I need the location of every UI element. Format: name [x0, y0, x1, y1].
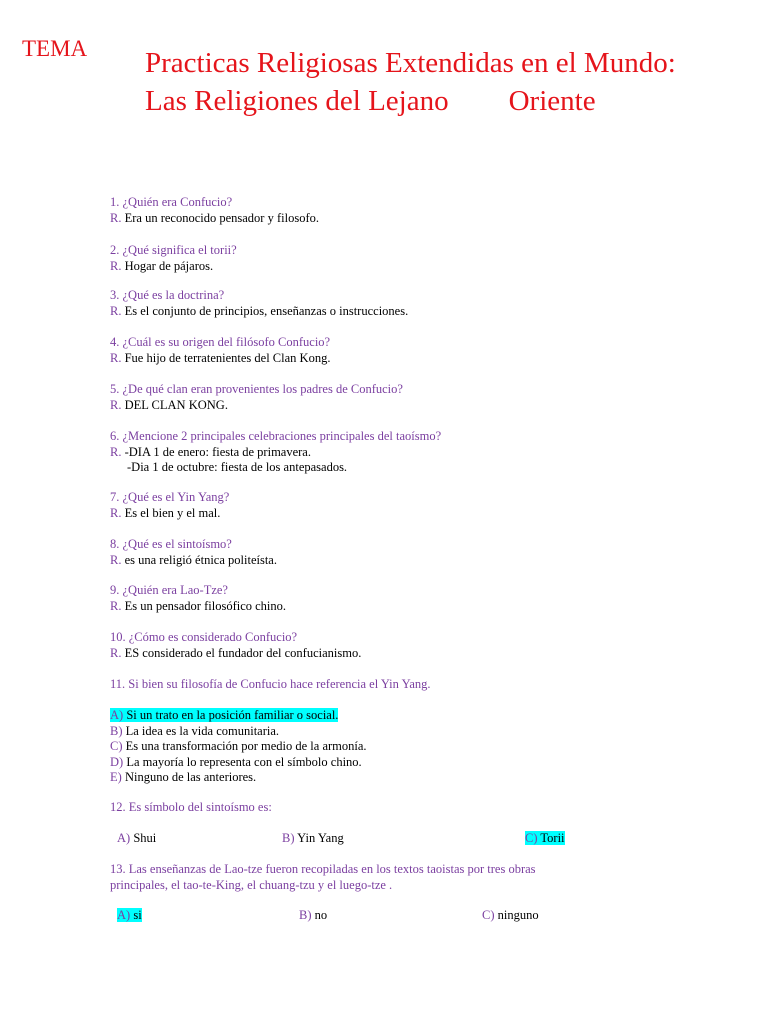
option-letter: D)	[110, 754, 124, 769]
q11-option-a	[110, 708, 338, 722]
option-text: La idea es la vida comunitaria.	[122, 723, 280, 738]
question-text-line-1: 13. Las enseñanzas de Lao-tze fueron recopiladas en los textos taoistas por tres obras	[110, 862, 536, 876]
q12-option-c	[525, 831, 565, 847]
question-block-3	[110, 288, 408, 319]
tema-label: TEMA	[22, 36, 88, 61]
answer-text: es una religió étnica politeísta.	[121, 552, 277, 567]
answer-text: ES considerado el fundador del confucianismo.	[121, 645, 362, 660]
answer-text: Es el conjunto de principios, enseñanzas o instrucciones.	[121, 303, 409, 318]
option-letter: B)	[282, 831, 295, 845]
question-text: 3. ¿Qué es la doctrina?	[110, 288, 225, 302]
question-block-9	[110, 583, 286, 614]
question-text: 2. ¿Qué significa el torii?	[110, 243, 237, 257]
option-text: Si un trato en la posición familiar o social.	[123, 708, 339, 722]
question-text: 4. ¿Cuál es su origen del filósofo Confucio?	[110, 335, 331, 349]
answer-text: DEL CLAN KONG.	[121, 397, 228, 412]
q11-option-b	[110, 724, 367, 740]
answer-marker: R.	[110, 397, 122, 412]
q13-option-c	[482, 908, 539, 924]
q12-option-a	[117, 831, 156, 847]
q11-option-d	[110, 755, 367, 771]
answer-text: Hogar de pájaros.	[121, 258, 214, 273]
option-text: La mayoría lo representa con el símbolo chino.	[123, 754, 362, 769]
question-block-5	[110, 382, 403, 413]
answer-marker: R.	[110, 258, 122, 273]
q11-options	[110, 708, 367, 786]
option-letter: A)	[110, 708, 124, 722]
q11-option-e	[110, 770, 367, 786]
question-block-7	[110, 490, 229, 521]
question-block-2	[110, 243, 237, 274]
answer-text: Es el bien y el mal.	[121, 505, 221, 520]
answer-marker: R.	[110, 505, 122, 520]
question-block-4	[110, 335, 330, 366]
option-text: Torii	[537, 831, 565, 845]
question-block-12	[110, 800, 272, 816]
option-letter: B)	[110, 723, 123, 738]
option-letter: C)	[110, 739, 123, 753]
answer-marker: R.	[110, 645, 122, 660]
title-line-1: Practicas Religiosas Extendidas en el Mundo:	[145, 47, 676, 79]
title-line-2a: Las Religiones del Lejano	[145, 85, 449, 117]
answer-marker: R.	[110, 303, 122, 318]
question-block-8	[110, 537, 277, 568]
option-letter: A)	[117, 908, 131, 922]
title-line-2b: Oriente	[508, 85, 596, 117]
answer-text-line-2: -Dia 1 de octubre: fiesta de los antepasados.	[127, 460, 348, 474]
answer-marker: R.	[110, 350, 122, 365]
question-text: 7. ¿Qué es el Yin Yang?	[110, 490, 230, 504]
question-block-6	[110, 429, 441, 476]
question-text: 10. ¿Cómo es considerado Confucio?	[110, 630, 298, 644]
answer-marker: R.	[110, 598, 122, 613]
option-letter: E)	[110, 770, 122, 784]
option-text: Es una transformación por medio de la armonía.	[122, 739, 367, 753]
option-letter: C)	[525, 831, 538, 845]
option-letter: A)	[117, 831, 131, 845]
question-text: 1. ¿Quién era Confucio?	[110, 195, 233, 209]
question-block-11	[110, 677, 431, 693]
option-letter: B)	[299, 908, 312, 922]
question-block-13	[110, 862, 536, 893]
question-block-1	[110, 195, 319, 226]
option-text: si	[130, 908, 142, 922]
question-text: 8. ¿Qué es el sintoísmo?	[110, 537, 232, 551]
title-line-2	[145, 82, 676, 120]
answer-marker: R.	[110, 552, 122, 567]
option-text: ninguno	[494, 908, 539, 922]
question-text: 6. ¿Mencione 2 principales celebraciones principales del taoísmo?	[110, 429, 442, 443]
option-text: Shui	[130, 831, 157, 845]
answer-marker: R.	[110, 210, 122, 225]
answer-marker: R.	[110, 444, 122, 459]
answer-text: Fue hijo de terratenientes del Clan Kong.	[121, 350, 331, 365]
question-block-10	[110, 630, 361, 661]
q12-option-b	[282, 831, 344, 847]
answer-text: Era un reconocido pensador y filosofo.	[121, 210, 319, 225]
answer-text: -DIA 1 de enero: fiesta de primavera.	[121, 444, 311, 459]
page-title	[145, 44, 676, 120]
option-text: Ninguno de las anteriores.	[121, 770, 257, 784]
question-text: 5. ¿De qué clan eran provenientes los padres de Confucio?	[110, 382, 403, 396]
answer-text: Es un pensador filosófico chino.	[121, 598, 287, 613]
question-text: 12. Es símbolo del sintoísmo es:	[110, 800, 272, 814]
option-text: Yin Yang	[294, 831, 344, 845]
q13-option-b	[299, 908, 327, 924]
option-letter: C)	[482, 908, 495, 922]
question-text-line-2: principales, el tao-te-King, el chuang-tzu y el luego-tze .	[110, 877, 393, 892]
question-text: 9. ¿Quién era Lao-Tze?	[110, 583, 228, 597]
option-text: no	[311, 908, 328, 922]
q11-option-c	[110, 739, 367, 755]
q13-option-a	[117, 908, 142, 924]
question-text: 11. Si bien su filosofía de Confucio hace referencia el Yin Yang.	[110, 677, 431, 691]
